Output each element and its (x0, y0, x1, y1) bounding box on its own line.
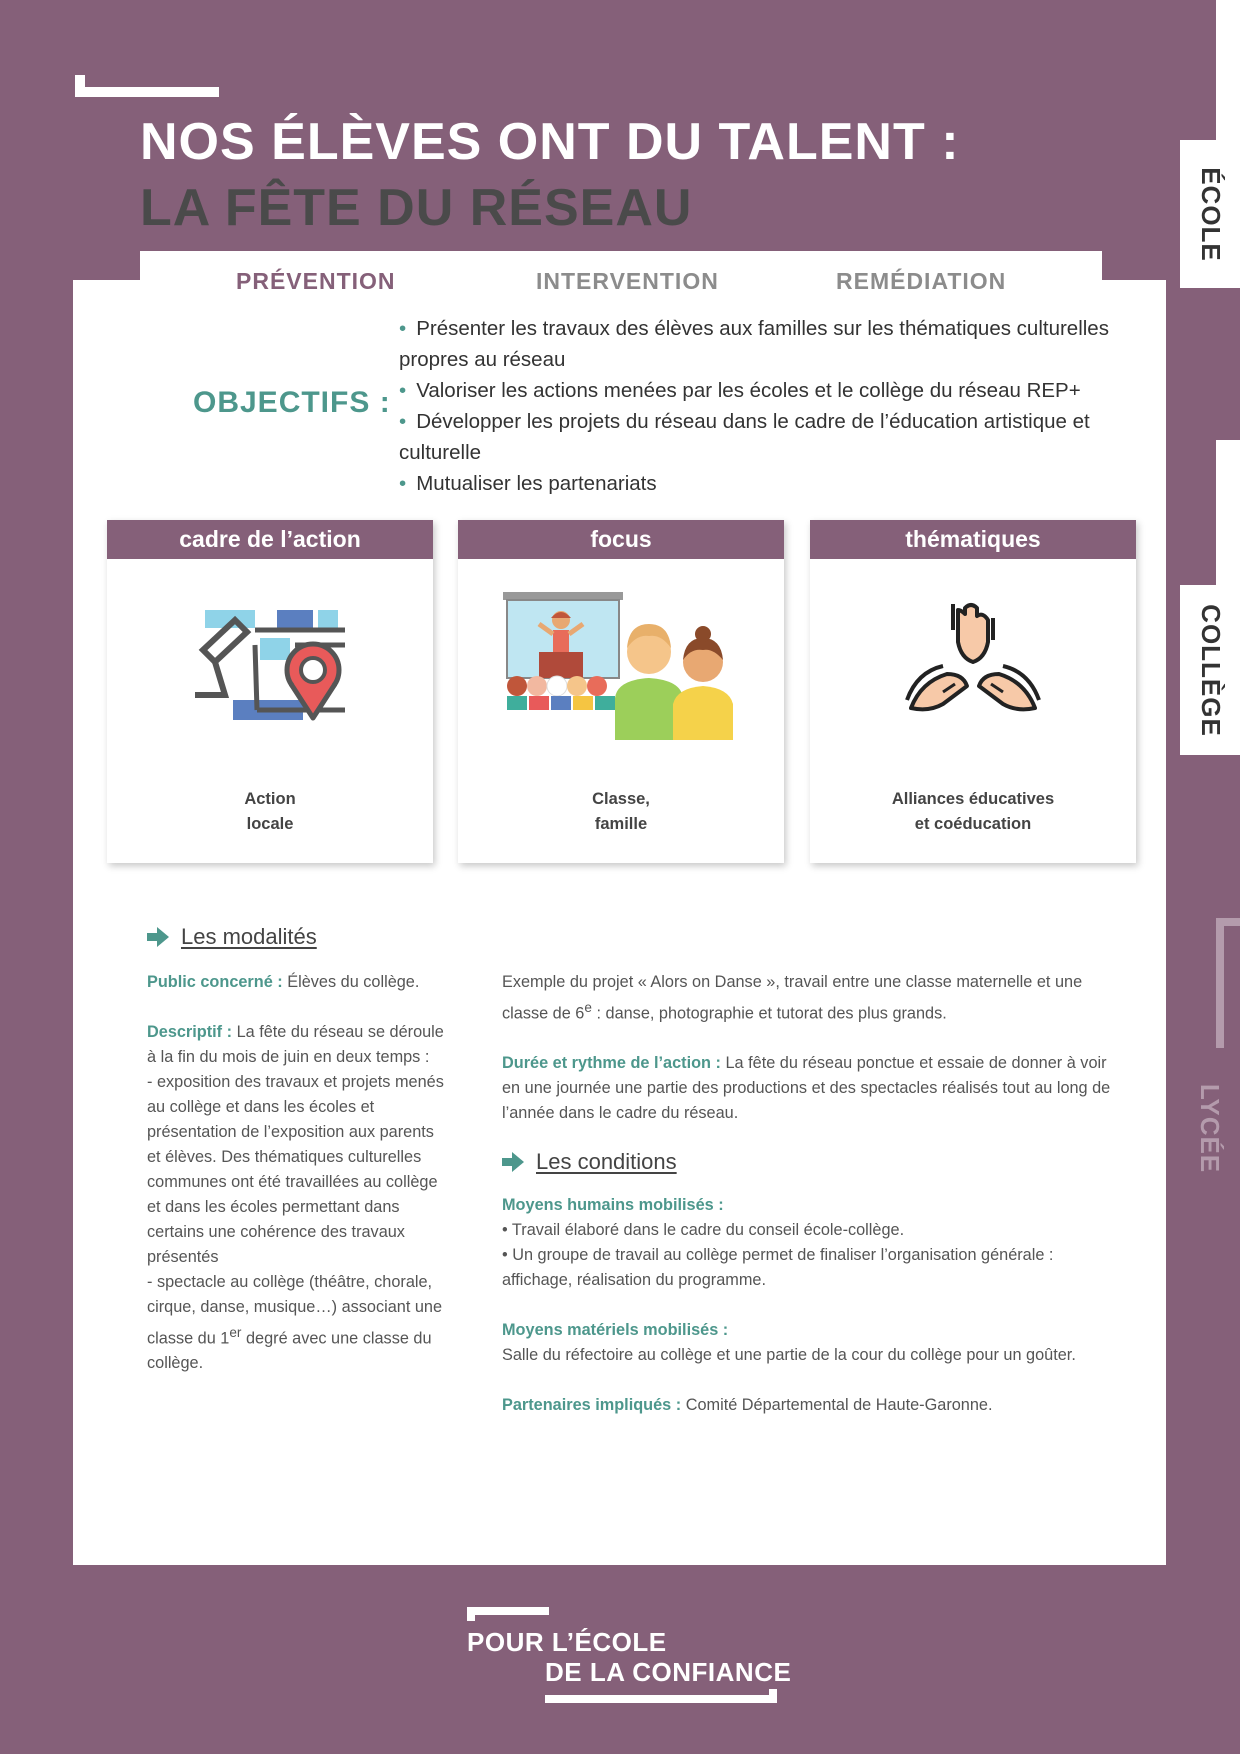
classroom-family-icon (501, 590, 741, 740)
logo-line1: POUR L’ÉCOLE (467, 1627, 667, 1657)
map-location-icon (185, 600, 355, 730)
tab-intervention[interactable] (536, 268, 719, 295)
side-tab-college-label: COLLÈGE (1195, 603, 1226, 737)
side-tab-lycee-label: LYCÉE (1195, 1083, 1226, 1173)
side-tab-ecole-label: ÉCOLE (1195, 166, 1226, 262)
objective-item: • Valoriser les actions menées par les écoles et le collège du réseau REP+ (399, 379, 1081, 402)
moyens-humains-item: • Un groupe de travail au collège permet de finaliser l’organisation générale : affichage, réalisation du programme. (502, 1246, 1054, 1289)
exemple-projet: Exemple du projet « Alors on Danse », travail entre une classe maternelle et une classe de 6e : danse, photographie et tutorat des plus grands. (502, 973, 1083, 1023)
card-caption: locale (246, 815, 294, 833)
joined-hands-icon (903, 600, 1043, 730)
tab-intervention-label: INTERVENTION (536, 268, 719, 294)
card-caption: famille (594, 815, 648, 833)
card-focus (458, 520, 784, 863)
card-caption: et coéducation (914, 815, 1032, 833)
arrow-right-icon (500, 1150, 526, 1174)
duree-rythme: Durée et rythme de l’action : La fête du réseau ponctue et essaie de donner à voir en une journée une partie des productions et des spectacles réalisés tout au long de l’année dans le cadre du réseau. (502, 1054, 1111, 1123)
objective-item: • Mutualiser les partenariats (399, 472, 657, 495)
card-cadre (107, 520, 433, 863)
descriptif: Descriptif : La fête du réseau se déroule à la fin du mois de juin en deux temps : (147, 1023, 444, 1066)
side-tab-ecole[interactable] (1180, 140, 1240, 288)
descriptif-item: - exposition des travaux et projets menés au collège et dans les écoles et présentation de l’exposition aux parents et élèves. Des thématiques culturelles communes ont été travaillées au collège et dans les écoles permettant dans certains une cohérence des travaux présentés (147, 1073, 444, 1266)
moyens-materiels-text: Salle du réfectoire au collège et une partie de la cour du collège pour un goûter. (502, 1346, 1076, 1364)
conditions-column (502, 1193, 1122, 1418)
tab-prevention[interactable] (236, 268, 396, 295)
tab-remediation[interactable] (836, 268, 1006, 295)
side-tab-lycee[interactable] (1180, 1058, 1240, 1198)
side-rail (1216, 0, 1240, 140)
logo-line2: DE LA CONFIANCE (545, 1657, 792, 1687)
card-caption: Action (244, 790, 296, 808)
modalites-heading-label: Les modalités (181, 924, 317, 949)
objectives-label: OBJECTIFS : (193, 386, 391, 419)
card-title: cadre de l’action (107, 520, 433, 559)
moyens-materiels-label: Moyens matériels mobilisés : (502, 1321, 729, 1339)
card-caption: Alliances éducatives (891, 790, 1055, 808)
page-title: NOS ÉLÈVES ONT DU TALENT : (140, 113, 960, 171)
footer-logo (467, 1607, 792, 1711)
objective-item: • Présenter les travaux des élèves aux familles sur les thématiques culturelles propres au réseau (399, 317, 1109, 371)
modalites-left-column (147, 970, 452, 1376)
card-caption: Classe, (592, 790, 650, 808)
tab-prevention-label: PRÉVENTION (236, 268, 396, 294)
arrow-right-icon (145, 925, 171, 949)
conditions-heading (500, 1149, 677, 1175)
tab-remediation-label: REMÉDIATION (836, 268, 1007, 294)
card-title: thématiques (810, 520, 1136, 559)
objectives-list (399, 313, 1119, 499)
lycee-rail (1216, 918, 1240, 1048)
modalites-heading (145, 924, 317, 950)
card-thematiques (810, 520, 1136, 863)
moyens-humains-label: Moyens humains mobilisés : (502, 1196, 724, 1214)
card-title: focus (458, 520, 784, 559)
side-rail (1216, 440, 1240, 585)
public-concerne: Public concerné : Élèves du collège. (147, 973, 420, 991)
objective-item: • Développer les projets du réseau dans le cadre de l’éducation artistique et culturelle (399, 410, 1090, 464)
descriptif-item: - spectacle au collège (théâtre, chorale, cirque, danse, musique…) associant une classe du 1er degré avec une classe du collège. (147, 1273, 443, 1373)
page-subtitle: LA FÊTE DU RÉSEAU (140, 179, 693, 237)
conditions-heading-label: Les conditions (536, 1149, 677, 1174)
corner-mark (75, 75, 219, 99)
partenaires: Partenaires impliqués : Comité Départemental de Haute-Garonne. (502, 1396, 993, 1414)
side-tab-college[interactable] (1180, 585, 1240, 755)
moyens-humains-item: • Travail élaboré dans le cadre du conseil école-collège. (502, 1221, 905, 1239)
modalites-right-column (502, 970, 1122, 1126)
